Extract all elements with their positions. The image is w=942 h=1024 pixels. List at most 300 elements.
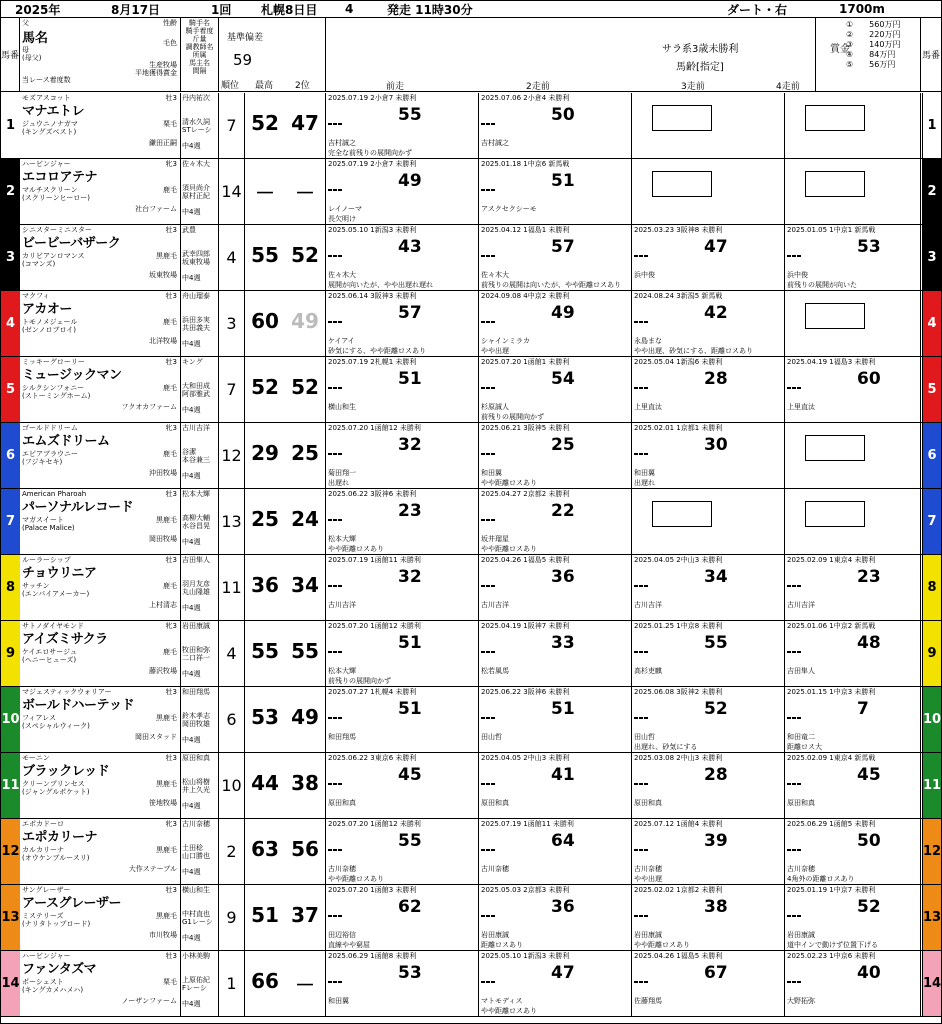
race-head: 2025.07.19 2小倉7 未勝利 (328, 160, 417, 168)
runner-row (1, 93, 941, 159)
trainer-name: 清水久詞 (182, 118, 210, 126)
jockey-info (181, 291, 219, 356)
gate-number-left: 3 (1, 225, 20, 290)
run-style-tag (338, 321, 342, 323)
race-head: 2025.02.02 1京都2 未勝利 (634, 886, 723, 894)
coat-color: 栗毛 (163, 978, 177, 986)
owner-name: 水谷昌晃 (182, 522, 210, 530)
past-race-2 (479, 621, 632, 686)
run-style-tags (787, 915, 801, 917)
jockey-info (181, 687, 219, 752)
coat-color: 鹿毛 (163, 318, 177, 326)
interval: 中4週 (182, 142, 201, 150)
owner-name: 阿部雅武 (182, 390, 210, 398)
best-index: 52 (251, 111, 279, 135)
race-class: サラ系3歳未勝利 (662, 44, 739, 55)
run-style-tags (634, 255, 648, 257)
dam-name: フィアレス (22, 714, 56, 722)
race-head: 2025.04.05 2中山3 未勝利 (481, 754, 570, 762)
best-index: 51 (251, 903, 279, 927)
trainer-name: 羽月友彦 (182, 580, 210, 588)
dam-sire: (コマンズ) (22, 260, 56, 268)
legend-dam: 母 (22, 46, 29, 54)
dam-sire: (キングズベスト) (22, 128, 77, 136)
jockey-name: 吉田隼人 (182, 556, 210, 564)
sire-name: モズアスコット (22, 94, 71, 102)
past-race-2 (479, 885, 632, 950)
gate-number-right: 3 (922, 225, 941, 290)
run-style-tag (328, 981, 332, 983)
past-race-4 (785, 159, 921, 224)
horse-name: アースグレーザー (22, 896, 121, 911)
run-style-tag (787, 651, 791, 653)
rank-order: 9 (219, 885, 245, 950)
race-head: 2025.07.12 1函館4 未勝利 (634, 820, 723, 828)
race-head: 2025.05.03 2京都3 未勝利 (481, 886, 570, 894)
horse-info (20, 885, 181, 950)
race-head: 2025.03.08 2中山3 未勝利 (634, 754, 723, 762)
run-style-tag (338, 189, 342, 191)
race-index: 36 (551, 897, 575, 917)
race-note: 前残りの展開向かず (481, 413, 544, 421)
gate-number-left: 4 (1, 291, 20, 356)
jockey-info (181, 489, 219, 554)
run-style-tags (481, 585, 495, 587)
gate-number-left: 6 (1, 423, 20, 488)
trainer-name: 松山将樹 (182, 778, 210, 786)
race-head: 2025.07.20 1函館12 未勝利 (328, 622, 421, 630)
rank-order: 7 (219, 357, 245, 422)
race-jockey: 岩田康誠 (481, 931, 509, 939)
gate-number-left: 11 (1, 753, 20, 818)
run-style-tags (328, 387, 342, 389)
run-style-tags (634, 387, 648, 389)
race-note: 距離ロスあり (481, 941, 523, 949)
past-race-3 (632, 555, 785, 620)
race-note: 前残りの展開は向いたが、やや距離ロスあり (481, 281, 621, 289)
race-head: 2025.02.23 1中京6 未勝利 (787, 952, 876, 960)
breeder: 坂東牧場 (149, 271, 177, 279)
past-race-4 (785, 753, 921, 818)
run-style-tag (634, 981, 638, 983)
index-cell (245, 885, 326, 950)
race-jockey: 古川奈穂 (328, 865, 356, 873)
run-style-tags (328, 453, 342, 455)
race-head: 2025.04.05 2中山3 未勝利 (634, 556, 723, 564)
runner-row (1, 291, 941, 357)
run-style-tag (792, 915, 796, 917)
trainer-name: 須貝尚介 (182, 184, 210, 192)
run-style-tag (491, 783, 495, 785)
run-style-tags (328, 123, 342, 125)
trainer-name: 高柳大輔 (182, 514, 210, 522)
gate-number-right: 5 (922, 357, 941, 422)
race-jockey: マトモディス (481, 997, 523, 1005)
race-index: 67 (704, 963, 728, 983)
run-style-tag (328, 387, 332, 389)
dam-name: マガスイート (22, 516, 64, 524)
race-note: 4角外の距離ロスあり (787, 875, 855, 883)
run-style-tag (634, 651, 638, 653)
jockey-info (181, 423, 219, 488)
runner-row (1, 423, 941, 489)
distance: 1700m (839, 2, 885, 16)
empty-race-box (805, 171, 865, 197)
race-jockey: 和田翼 (328, 997, 349, 1005)
second-index: 52 (291, 375, 319, 399)
run-style-tags (481, 783, 495, 785)
past-race-1 (326, 819, 479, 884)
race-index: 33 (551, 633, 575, 653)
index-cell (245, 819, 326, 884)
jockey-info (181, 951, 219, 1016)
trainer-name: 鈴木孝志 (182, 712, 210, 720)
race-jockey: 田山哲 (481, 733, 502, 741)
horse-info (20, 357, 181, 422)
run-style-tag (491, 255, 495, 257)
dam-name: カリビアンロマンス (22, 252, 85, 260)
race-index: 32 (398, 567, 422, 587)
past-race-2 (479, 357, 632, 422)
breeder: 鎌田正嗣 (149, 139, 177, 147)
index-label: 基準偏差 (227, 33, 264, 43)
run-style-tag (333, 981, 337, 983)
gate-number-left: 7 (1, 489, 20, 554)
coat-color: 鹿毛 (163, 450, 177, 458)
legend-bms: (母父) (22, 54, 42, 62)
index-cell (245, 291, 326, 356)
race-condition: 馬齢[指定] (676, 62, 724, 73)
run-style-tags (634, 981, 648, 983)
race-head: 2025.07.20 1函館1 未勝利 (481, 358, 570, 366)
past-race-3 (632, 489, 785, 554)
horse-info (20, 291, 181, 356)
gate-number-right: 7 (922, 489, 941, 554)
run-style-tag (639, 783, 643, 785)
coat-color: 鹿毛 (163, 582, 177, 590)
dam-sire: (ゼンノロブロイ) (22, 326, 76, 334)
interval: 中4週 (182, 538, 201, 546)
race-note: やや距離ロスあり (328, 875, 384, 883)
race-index: 52 (704, 699, 728, 719)
past-race-1 (326, 357, 479, 422)
dam-name: ポーシェスト (22, 978, 64, 986)
run-style-tags (481, 519, 495, 521)
race-jockey: 古川奈穂 (787, 865, 815, 873)
race-index: 43 (398, 237, 422, 257)
horse-info (20, 489, 181, 554)
run-style-tag (328, 783, 332, 785)
race-jockey: 松本大輝 (328, 667, 356, 675)
past-race-3 (632, 819, 785, 884)
run-style-tag (644, 783, 648, 785)
runner-row (1, 885, 941, 951)
race-note: やや出遅 (481, 347, 509, 355)
run-style-tag (634, 387, 638, 389)
race-head: 2025.01.18 1中京6 新馬戦 (481, 160, 570, 168)
horse-name: ファンタズマ (22, 962, 96, 977)
run-style-tag (338, 255, 342, 257)
run-style-tag (787, 981, 791, 983)
race-head: 2025.07.20 1函館12 未勝利 (328, 424, 421, 432)
run-style-tag (328, 123, 332, 125)
sire-name: モーニン (22, 754, 50, 762)
name-header (20, 18, 181, 92)
past-race-4 (785, 555, 921, 620)
runner-row (1, 159, 941, 225)
race-head: 2025.06.21 3阪神5 未勝利 (481, 424, 570, 432)
run-style-tags (481, 255, 495, 257)
race-note: やや距離ロスあり (328, 545, 384, 553)
race-head: 2025.07.06 2小倉4 未勝利 (481, 94, 570, 102)
run-style-tag (634, 849, 638, 851)
run-style-tags (328, 915, 342, 917)
run-style-tag (328, 321, 332, 323)
race-index: 28 (704, 765, 728, 785)
run-style-tag (333, 783, 337, 785)
sire-name: シニスターミニスター (22, 226, 92, 234)
interval: 中4週 (182, 274, 201, 282)
race-head: 2025.05.04 1新潟6 未勝利 (634, 358, 723, 366)
jockey-name: 松本大輝 (182, 490, 210, 498)
run-style-tags (787, 585, 801, 587)
sex-age: 牡3 (165, 490, 177, 498)
interval: 中4週 (182, 208, 201, 216)
race-head: 2025.01.06 1中京2 新馬戦 (787, 622, 876, 630)
run-style-tag (481, 255, 485, 257)
past-race-2 (479, 819, 632, 884)
run-style-tags (787, 387, 801, 389)
race-head: 2025.07.19 1函館11 未勝利 (328, 556, 421, 564)
sex-age: 牡3 (165, 226, 177, 234)
race-index: 51 (398, 633, 422, 653)
run-style-tag (328, 519, 332, 521)
jockey-info (181, 225, 219, 290)
run-style-tag (639, 717, 643, 719)
race-jockey: 横山和生 (328, 403, 356, 411)
sire-name: ミッキーグローリー (22, 358, 85, 366)
gate-number-right: 2 (922, 159, 941, 224)
sex-age: 牡3 (165, 688, 177, 696)
second-index: － (295, 181, 315, 205)
race-index: 55 (704, 633, 728, 653)
run-style-tag (491, 321, 495, 323)
past-race-4 (785, 687, 921, 752)
run-style-tag (328, 453, 332, 455)
rank-order: 4 (219, 621, 245, 686)
run-style-tags (481, 717, 495, 719)
run-style-tag (333, 255, 337, 257)
past-race-4 (785, 357, 921, 422)
jockey-name: 古川奈穂 (182, 820, 210, 828)
race-index: 60 (857, 369, 881, 389)
race-head: 2025.06.22 3東京6 未勝利 (328, 754, 417, 762)
run-style-tag (634, 453, 638, 455)
race-index: 62 (398, 897, 422, 917)
run-style-tag (797, 849, 801, 851)
trainer-name: 上原佑紀 (182, 976, 210, 984)
past-race-1 (326, 555, 479, 620)
race-jockey: 松本大輝 (328, 535, 356, 543)
race-note: 距離ロス大 (787, 743, 822, 751)
owner-name: 坂東牧場 (182, 258, 210, 266)
horse-name: アイズミサクラ (22, 632, 108, 647)
runner-row (1, 819, 941, 885)
run-style-tags (481, 387, 495, 389)
race-note: やや出遅、砂気にする、距離ロスあり (634, 347, 753, 355)
meet: 1回 (211, 2, 232, 17)
past-race-2 (479, 753, 632, 818)
best-index: 53 (251, 705, 279, 729)
runner-row (1, 621, 941, 687)
race-note: 前残りの展開向かず (328, 677, 391, 685)
trainer-name: 中村直也 (182, 910, 210, 918)
past-race-4 (785, 93, 921, 158)
run-style-tags (328, 717, 342, 719)
race-head: 2025.01.15 1中京3 未勝利 (787, 688, 876, 696)
run-style-tag (639, 981, 643, 983)
race-note: 道中インで動けず位置下げる (787, 941, 878, 949)
interval: 中4週 (182, 736, 201, 744)
sire-name: サトノダイヤモンド (22, 622, 84, 630)
second-index: 25 (291, 441, 319, 465)
race-jockey: 原田和真 (328, 799, 356, 807)
owner-name: G1レーシ (182, 918, 213, 926)
run-style-tag (644, 849, 648, 851)
coat-color: 黒鹿毛 (156, 714, 177, 722)
race-head: 2025.06.08 3阪神2 未勝利 (634, 688, 723, 696)
run-style-tag (797, 717, 801, 719)
run-style-tag (787, 585, 791, 587)
race-jockey: 佐々木大 (481, 271, 509, 279)
horse-info (20, 225, 181, 290)
best-index: 29 (251, 441, 279, 465)
sex-age: 牝3 (165, 622, 177, 630)
race-note: やや距離ロスあり (481, 479, 537, 487)
run-style-tag (644, 321, 648, 323)
rank-order: 13 (219, 489, 245, 554)
race-note: 出遅れ、砂気にする (634, 743, 698, 751)
run-style-tag (333, 387, 337, 389)
run-style-tags (328, 981, 342, 983)
coat-color: 黒鹿毛 (156, 846, 177, 854)
run-style-tag (792, 651, 796, 653)
past-race-1 (326, 159, 479, 224)
index-cell (245, 225, 326, 290)
run-style-tag (481, 453, 485, 455)
runner-row (1, 555, 941, 621)
dam-name: ジュウニノナガマ (22, 120, 78, 128)
horse-info (20, 687, 181, 752)
run-style-tag (328, 585, 332, 587)
run-style-tag (481, 981, 485, 983)
trainer-name: 大和田成 (182, 382, 210, 390)
empty-race-box (652, 171, 712, 197)
dam-sire: (ジャングルポケット) (22, 788, 90, 796)
gate-number-right: 10 (922, 687, 941, 752)
run-style-tag (639, 453, 643, 455)
dam-name: シルクシンフォニー (22, 384, 85, 392)
horse-name: アカオー (22, 302, 72, 317)
course: ダート・右 (727, 2, 788, 17)
race-head: 2025.01.25 1中京8 未勝利 (634, 622, 723, 630)
race-index: 23 (857, 567, 881, 587)
race-head: 2025.06.29 1函館8 未勝利 (328, 952, 417, 960)
run-style-tag (481, 717, 485, 719)
second-index: 47 (291, 111, 319, 135)
horse-info (20, 93, 181, 158)
run-style-tag (491, 981, 495, 983)
jockey-name: 横山和生 (182, 886, 210, 894)
race-index: 50 (857, 831, 881, 851)
run-style-tag (639, 915, 643, 917)
race-head: 2025.02.09 1東京4 新馬戦 (787, 754, 876, 762)
sex-age: 牡3 (165, 754, 177, 762)
run-style-tag (792, 783, 796, 785)
run-style-tag (338, 123, 342, 125)
index-cell (245, 753, 326, 818)
runner-row (1, 225, 941, 291)
gate-number-left: 2 (1, 159, 20, 224)
run-style-tag (634, 783, 638, 785)
dam-sire: (Palace Malice) (22, 524, 75, 532)
race-index: 55 (398, 831, 422, 851)
run-style-tags (481, 849, 495, 851)
best-index: 44 (251, 771, 279, 795)
race-head: 2025.07.20 1函館3 未勝利 (328, 886, 417, 894)
gate-number-left: 9 (1, 621, 20, 686)
race-index: 51 (551, 171, 575, 191)
horse-name: ブラックレッド (22, 764, 110, 779)
horse-name: ボールドハーテッド (22, 698, 134, 713)
run-style-tag (333, 189, 337, 191)
race-note: 出遅れ (328, 479, 349, 487)
run-style-tag (328, 915, 332, 917)
run-style-tag (333, 849, 337, 851)
past-race-2 (479, 225, 632, 290)
race-index: 36 (551, 567, 575, 587)
legend-name: 馬名 (22, 31, 49, 46)
sire-name: サングレーザー (22, 886, 71, 894)
breeder: ノーザンファーム (121, 997, 177, 1005)
column-header: 馬番 父 馬名 母 (母父) 当レース着度数 性齢 毛色 生産牧場 平地獲得賞金 騎手名 騎手着度 斤量 調教師名 所属 馬主名 間隔 基準偏差 59 順位 最高 2位 サラ系3歳未勝利 馬齢[指定] 前走 2走前 3走前 賞金 ① 560万円 ② 220万円 ③ 140万円 ④ 84万円 ⑤ 56万円 4走前 馬番 (1, 19, 940, 92)
gate-number-right: 12 (922, 819, 941, 884)
run-style-tag (481, 519, 485, 521)
gate-number-right: 14 (922, 951, 941, 1016)
run-style-tag (634, 321, 638, 323)
gate-number-left: 10 (1, 687, 20, 752)
race-jockey: 佐藤翔馬 (634, 997, 662, 1005)
breeder: 藤沢牧場 (149, 667, 177, 675)
run-style-tag (792, 981, 796, 983)
run-style-tag (797, 783, 801, 785)
breeder: 岡田スタッド (135, 733, 177, 741)
legend-sire: 父 (22, 19, 29, 27)
dam-name: ケイエロサージュ (22, 648, 77, 656)
run-style-tag (333, 519, 337, 521)
empty-race-box (805, 303, 865, 329)
run-style-tags (634, 453, 648, 455)
run-style-tags (787, 255, 801, 257)
run-style-tag (338, 585, 342, 587)
index-cell (245, 621, 326, 686)
index-value: 59 (233, 51, 253, 69)
coat-color: 黒鹿毛 (156, 912, 177, 920)
venue-day: 札幌8日目 (261, 2, 318, 17)
gate-number-right: 6 (922, 423, 941, 488)
best-index: 55 (251, 639, 279, 663)
race-jockey: 浜中俊 (634, 271, 655, 279)
